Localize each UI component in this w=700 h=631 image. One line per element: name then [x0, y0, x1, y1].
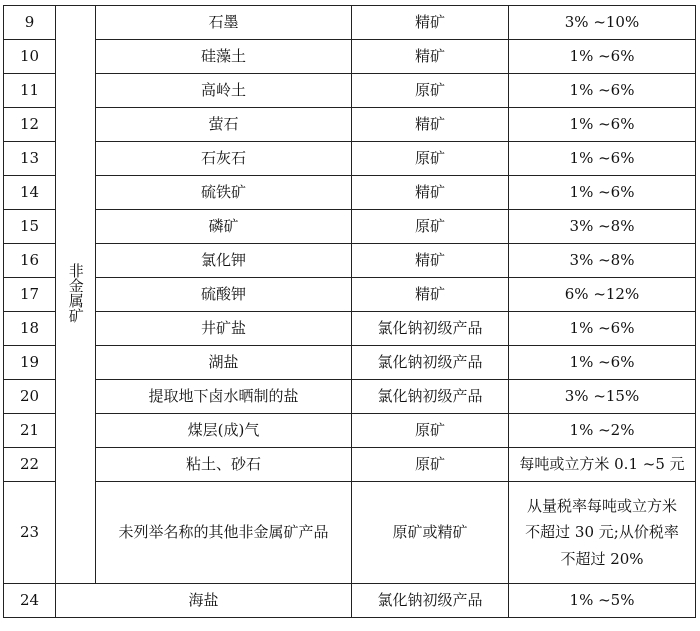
tax-rate: 1% ~6%: [509, 108, 696, 142]
table-row: [4, 40, 696, 74]
tax-rate: 3% ~15%: [509, 380, 696, 414]
tax-object: 原矿: [352, 142, 509, 176]
tax-rate: 1% ~6%: [509, 176, 696, 210]
mineral-name: 粘土、砂石: [96, 448, 352, 482]
resource-tax-table: [3, 5, 696, 618]
mineral-name: 石灰石: [96, 142, 352, 176]
category-label: 非金属矿: [66, 262, 85, 323]
row-number: 10: [4, 40, 56, 74]
row-number: 19: [4, 346, 56, 380]
mineral-name: 海盐: [56, 584, 352, 618]
tax-object: 精矿: [352, 278, 509, 312]
table-row: [4, 6, 696, 40]
row-number: 13: [4, 142, 56, 176]
row-number: 22: [4, 448, 56, 482]
tax-object: 原矿: [352, 74, 509, 108]
tax-rate: 1% ~6%: [509, 40, 696, 74]
tax-rate: 1% ~6%: [509, 346, 696, 380]
tax-rate: 每吨或立方米 0.1 ~5 元: [509, 448, 696, 482]
mineral-name: 煤层(成)气: [96, 414, 352, 448]
table-row: [4, 210, 696, 244]
tax-object: 原矿或精矿: [352, 482, 509, 584]
table-row: [4, 414, 696, 448]
mineral-name: 高岭土: [96, 74, 352, 108]
row-number: 21: [4, 414, 56, 448]
row-number: 20: [4, 380, 56, 414]
tax-object: 精矿: [352, 176, 509, 210]
row-number: 24: [4, 584, 56, 618]
tax-object: 原矿: [352, 448, 509, 482]
tax-object: 氯化钠初级产品: [352, 380, 509, 414]
tax-object: 原矿: [352, 210, 509, 244]
table-row: [4, 176, 696, 210]
row-number: 15: [4, 210, 56, 244]
tax-rate: 6% ~12%: [509, 278, 696, 312]
mineral-name: 硫铁矿: [96, 176, 352, 210]
row-number: 9: [4, 6, 56, 40]
mineral-name: 石墨: [96, 6, 352, 40]
table-row: [4, 244, 696, 278]
table-row: [4, 482, 696, 584]
mineral-name: 井矿盐: [96, 312, 352, 346]
table-row: [4, 108, 696, 142]
mineral-name: 湖盐: [96, 346, 352, 380]
row-number: 18: [4, 312, 56, 346]
table-row: [4, 278, 696, 312]
mineral-name: 硫酸钾: [96, 278, 352, 312]
tax-rate: 3% ~10%: [509, 6, 696, 40]
tax-object: 精矿: [352, 40, 509, 74]
row-number: 11: [4, 74, 56, 108]
row-number: 14: [4, 176, 56, 210]
mineral-name: 硅藻土: [96, 40, 352, 74]
tax-object: 氯化钠初级产品: [352, 346, 509, 380]
table-row: [4, 346, 696, 380]
tax-rate: 1% ~6%: [509, 74, 696, 108]
table-row: [4, 584, 696, 618]
table-row: [4, 142, 696, 176]
tax-object: 精矿: [352, 244, 509, 278]
tax-rate: 3% ~8%: [509, 244, 696, 278]
table-row: [4, 312, 696, 346]
tax-object: 精矿: [352, 6, 509, 40]
tax-rate: 从量税率每吨或立方米 不超过 30 元;从价税率 不超过 20%: [509, 482, 696, 584]
tax-rate: 3% ~8%: [509, 210, 696, 244]
mineral-name: 提取地下卤水晒制的盐: [96, 380, 352, 414]
table-row: [4, 448, 696, 482]
category-cell: [56, 6, 96, 584]
row-number: 17: [4, 278, 56, 312]
tax-rate: 1% ~6%: [509, 312, 696, 346]
mineral-name: 氯化钾: [96, 244, 352, 278]
tax-rate: 1% ~2%: [509, 414, 696, 448]
row-number: 12: [4, 108, 56, 142]
tax-object: 氯化钠初级产品: [352, 312, 509, 346]
tax-rate: 1% ~5%: [509, 584, 696, 618]
tax-object: 精矿: [352, 108, 509, 142]
row-number: 16: [4, 244, 56, 278]
table-row: [4, 74, 696, 108]
mineral-name: 未列举名称的其他非金属矿产品: [96, 482, 352, 584]
tax-object: 原矿: [352, 414, 509, 448]
tax-object: 氯化钠初级产品: [352, 584, 509, 618]
mineral-name: 磷矿: [96, 210, 352, 244]
tax-rate: 1% ~6%: [509, 142, 696, 176]
table-row: [4, 380, 696, 414]
row-number: 23: [4, 482, 56, 584]
mineral-name: 萤石: [96, 108, 352, 142]
